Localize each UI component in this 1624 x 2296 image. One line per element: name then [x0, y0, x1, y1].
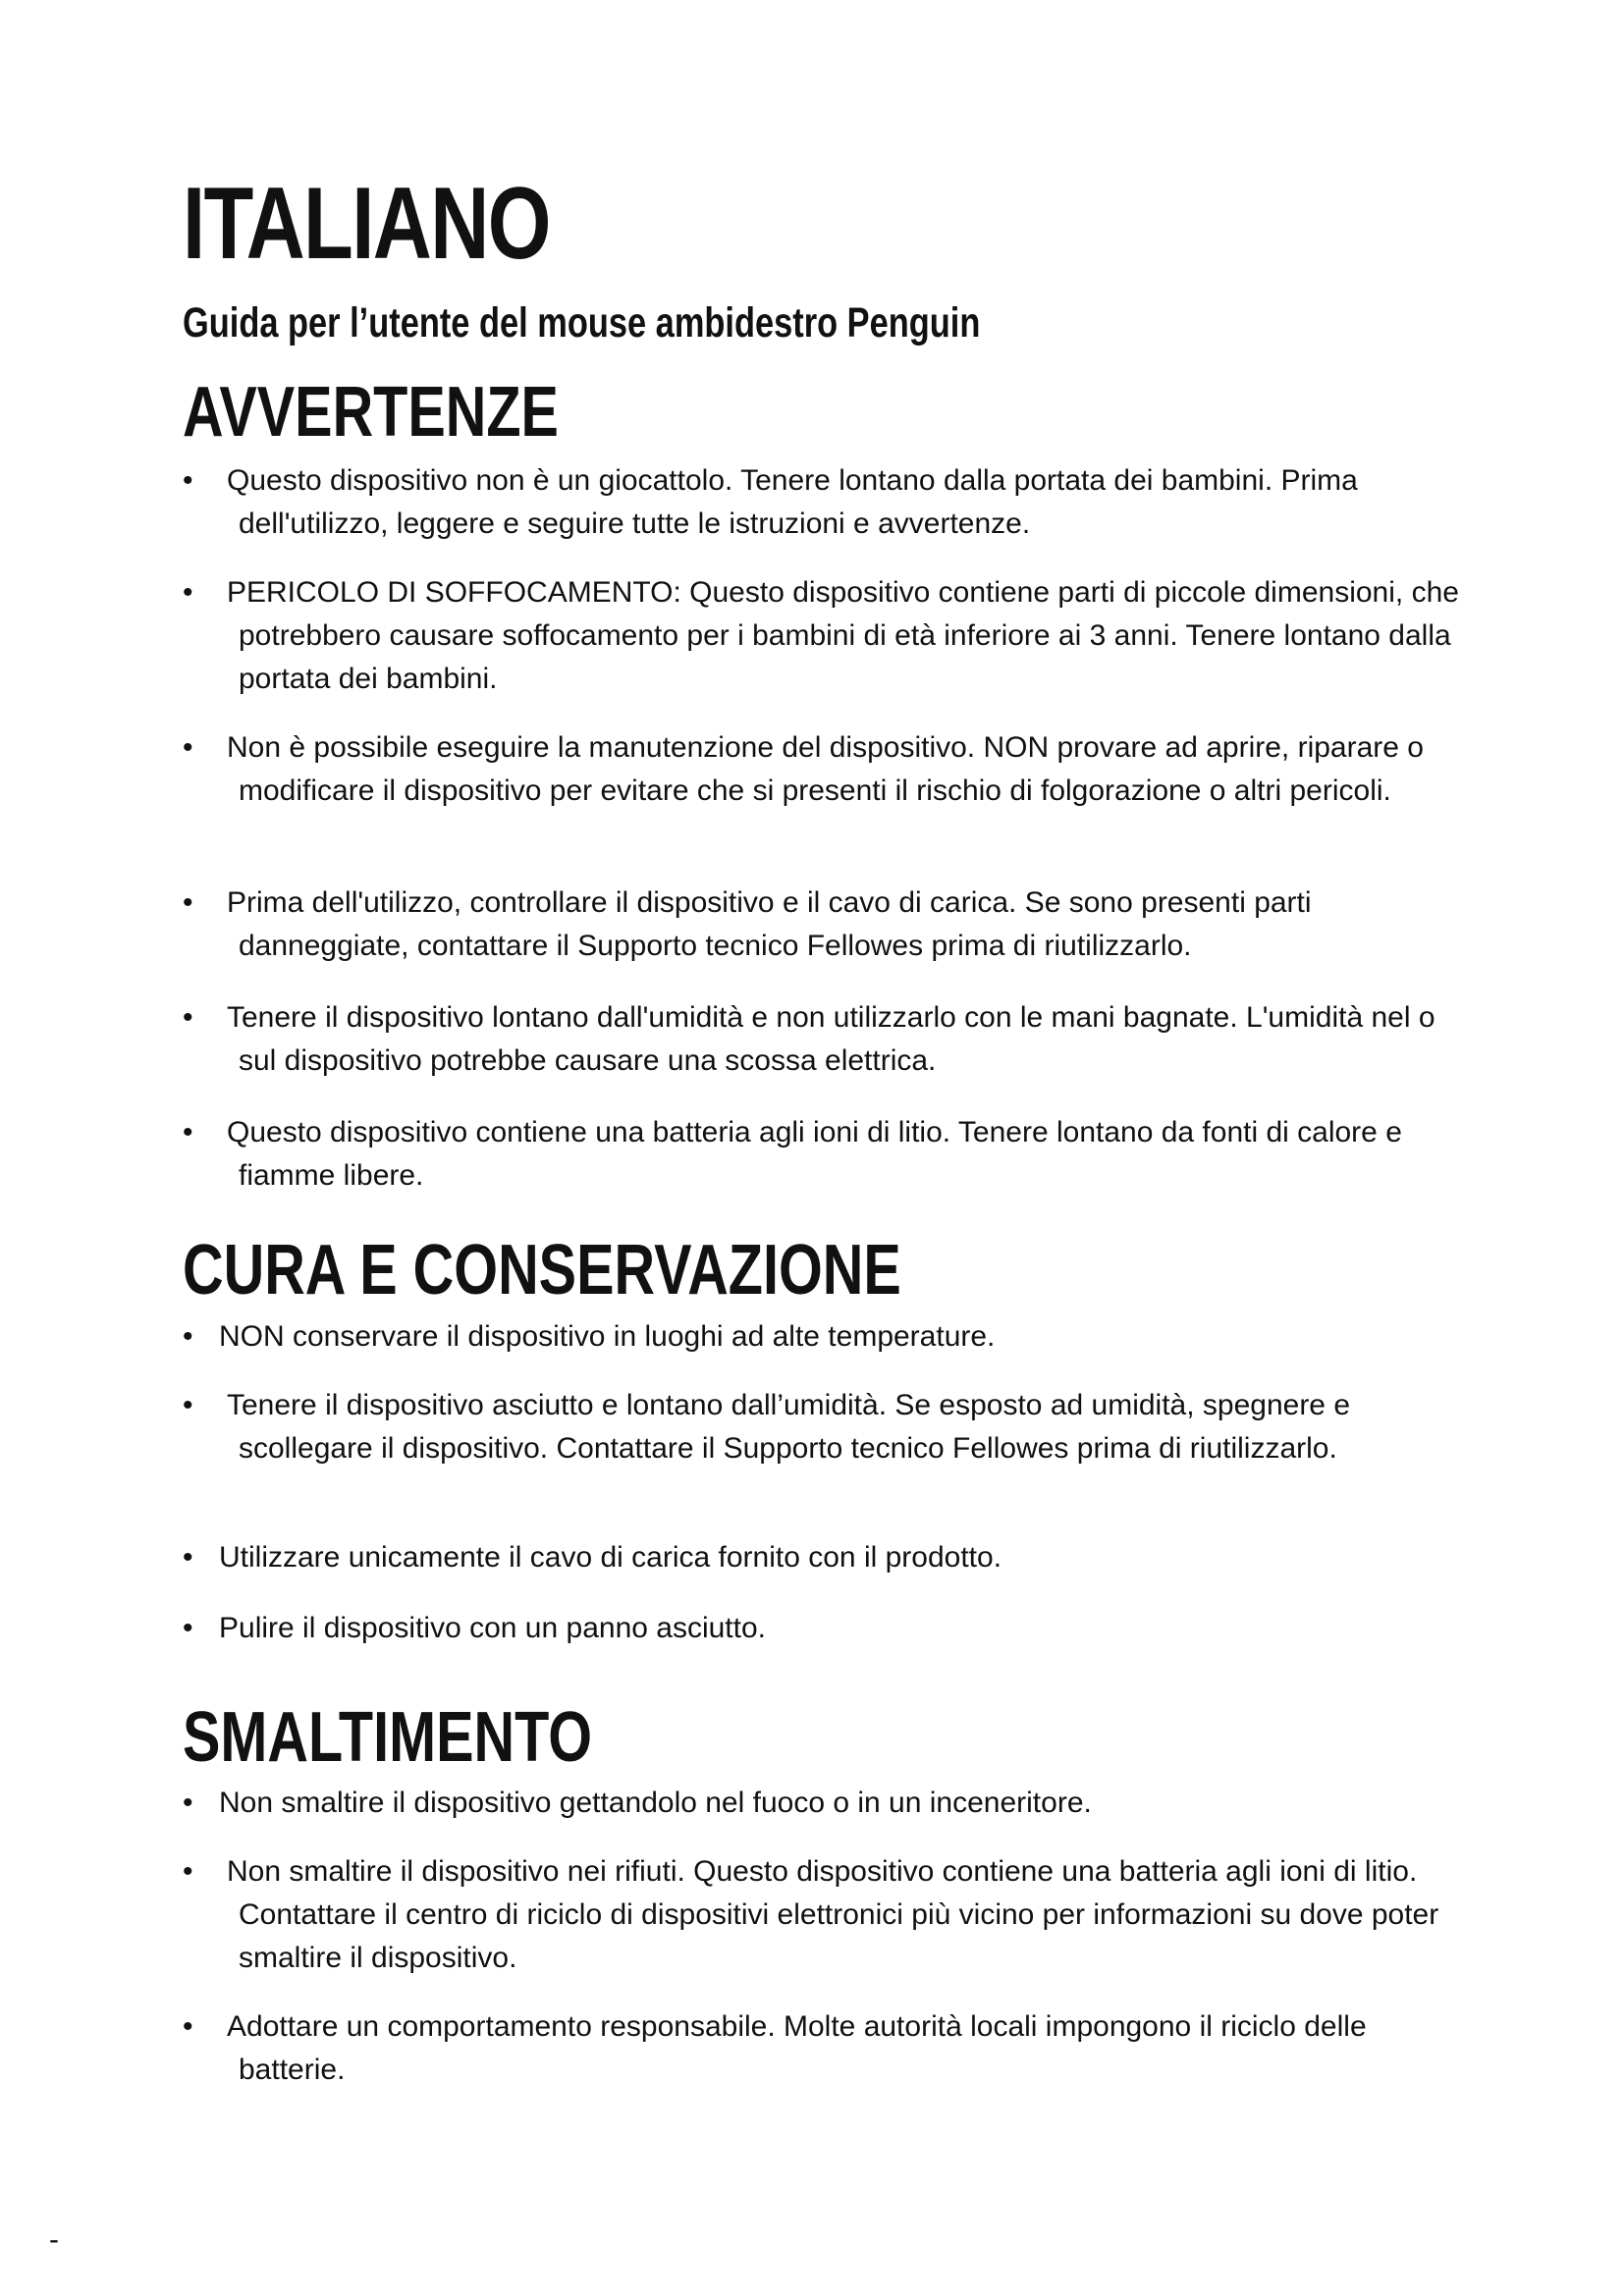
care-item-text: NON conservare il dispositivo in luoghi ad alte temperature. [219, 1320, 996, 1353]
bullet-icon: • [183, 1116, 193, 1148]
warning-item-text: Prima dell'utilizzo, controllare il dispositivo e il cavo di carica. Se sono presenti parti danneggiate, contattare il Supporto tecnico Fellowes prima di riutilizzarlo. [227, 886, 1312, 962]
care-item [183, 1536, 1459, 1579]
section-heading-care: CURA E CONSERVAZIONE [183, 1231, 901, 1309]
section-heading-warnings: AVVERTENZE [183, 373, 559, 452]
bullet-icon: • [183, 1612, 193, 1644]
page-title: ITALIANO [183, 167, 550, 281]
bullet-icon: • [183, 1541, 193, 1574]
disposal-item [183, 1850, 1459, 1980]
warning-item [183, 459, 1459, 546]
footer-mark: - [49, 2223, 59, 2256]
warning-item-text: Questo dispositivo non è un giocattolo. Tenere lontano dalla portata dei bambini. Prima dell'utilizzo, leggere e seguire tutte le istruzioni e avvertenze. [227, 464, 1358, 540]
disposal-item [183, 1782, 1459, 1825]
bullet-icon: • [183, 1787, 193, 1819]
bullet-icon: • [183, 1389, 193, 1421]
care-item [183, 1384, 1459, 1470]
warning-item-text: Tenere il dispositivo lontano dall'umidità e non utilizzarlo con le mani bagnate. L'umidità nel o sul dispositivo potrebbe causare una scossa elettrica. [227, 1001, 1435, 1077]
disposal-item-text: Non smaltire il dispositivo nei rifiuti. Questo dispositivo contiene una batteria agli ioni di litio. Contattare il centro di riciclo di dispositivi elettronici più vicino per informazioni su dove poter smaltire il dispositivo. [227, 1855, 1439, 1974]
care-item-text: Utilizzare unicamente il cavo di carica fornito con il prodotto. [219, 1541, 1002, 1574]
bullet-icon: • [183, 1855, 193, 1888]
care-item [183, 1607, 1459, 1650]
page-subtitle: Guida per l’utente del mouse ambidestro Penguin [183, 299, 981, 347]
section-heading-disposal: SMALTIMENTO [183, 1698, 593, 1777]
bullet-icon: • [183, 2010, 193, 2043]
warning-item [183, 996, 1459, 1083]
care-item-text: Pulire il dispositivo con un panno asciutto. [219, 1612, 766, 1644]
care-item-text: Tenere il dispositivo asciutto e lontano dall’umidità. Se esposto ad umidità, spegnere e scollegare il dispositivo. Contattare il Supporto tecnico Fellowes prima di riutilizzarlo. [227, 1389, 1351, 1465]
warning-item [183, 881, 1459, 968]
bullet-icon: • [183, 1320, 193, 1353]
bullet-icon: • [183, 464, 193, 497]
disposal-item-text: Adottare un comportamento responsabile. Molte autorità locali impongono il riciclo delle batterie. [227, 2010, 1367, 2086]
bullet-icon: • [183, 1001, 193, 1034]
warning-item [183, 571, 1459, 701]
warning-item [183, 1111, 1459, 1198]
warning-item-text: Non è possibile eseguire la manutenzione del dispositivo. NON provare ad aprire, riparare o modificare il dispositivo per evitare che si presenti il rischio di folgorazione o altri pericoli. [227, 731, 1424, 807]
bullet-icon: • [183, 886, 193, 919]
care-item [183, 1315, 1459, 1359]
disposal-item [183, 2005, 1459, 2092]
warning-item [183, 726, 1459, 813]
warning-item-text: PERICOLO DI SOFFOCAMENTO: Questo dispositivo contiene parti di piccole dimensioni, che potrebbero causare soffocamento per i bambini di età inferiore ai 3 anni. Tenere lontano dalla portata dei bambini. [227, 576, 1459, 695]
warning-item-text: Questo dispositivo contiene una batteria agli ioni di litio. Tenere lontano da fonti di calore e fiamme libere. [227, 1116, 1402, 1192]
disposal-item-text: Non smaltire il dispositivo gettandolo nel fuoco o in un inceneritore. [219, 1787, 1092, 1819]
bullet-icon: • [183, 576, 193, 609]
bullet-icon: • [183, 731, 193, 764]
